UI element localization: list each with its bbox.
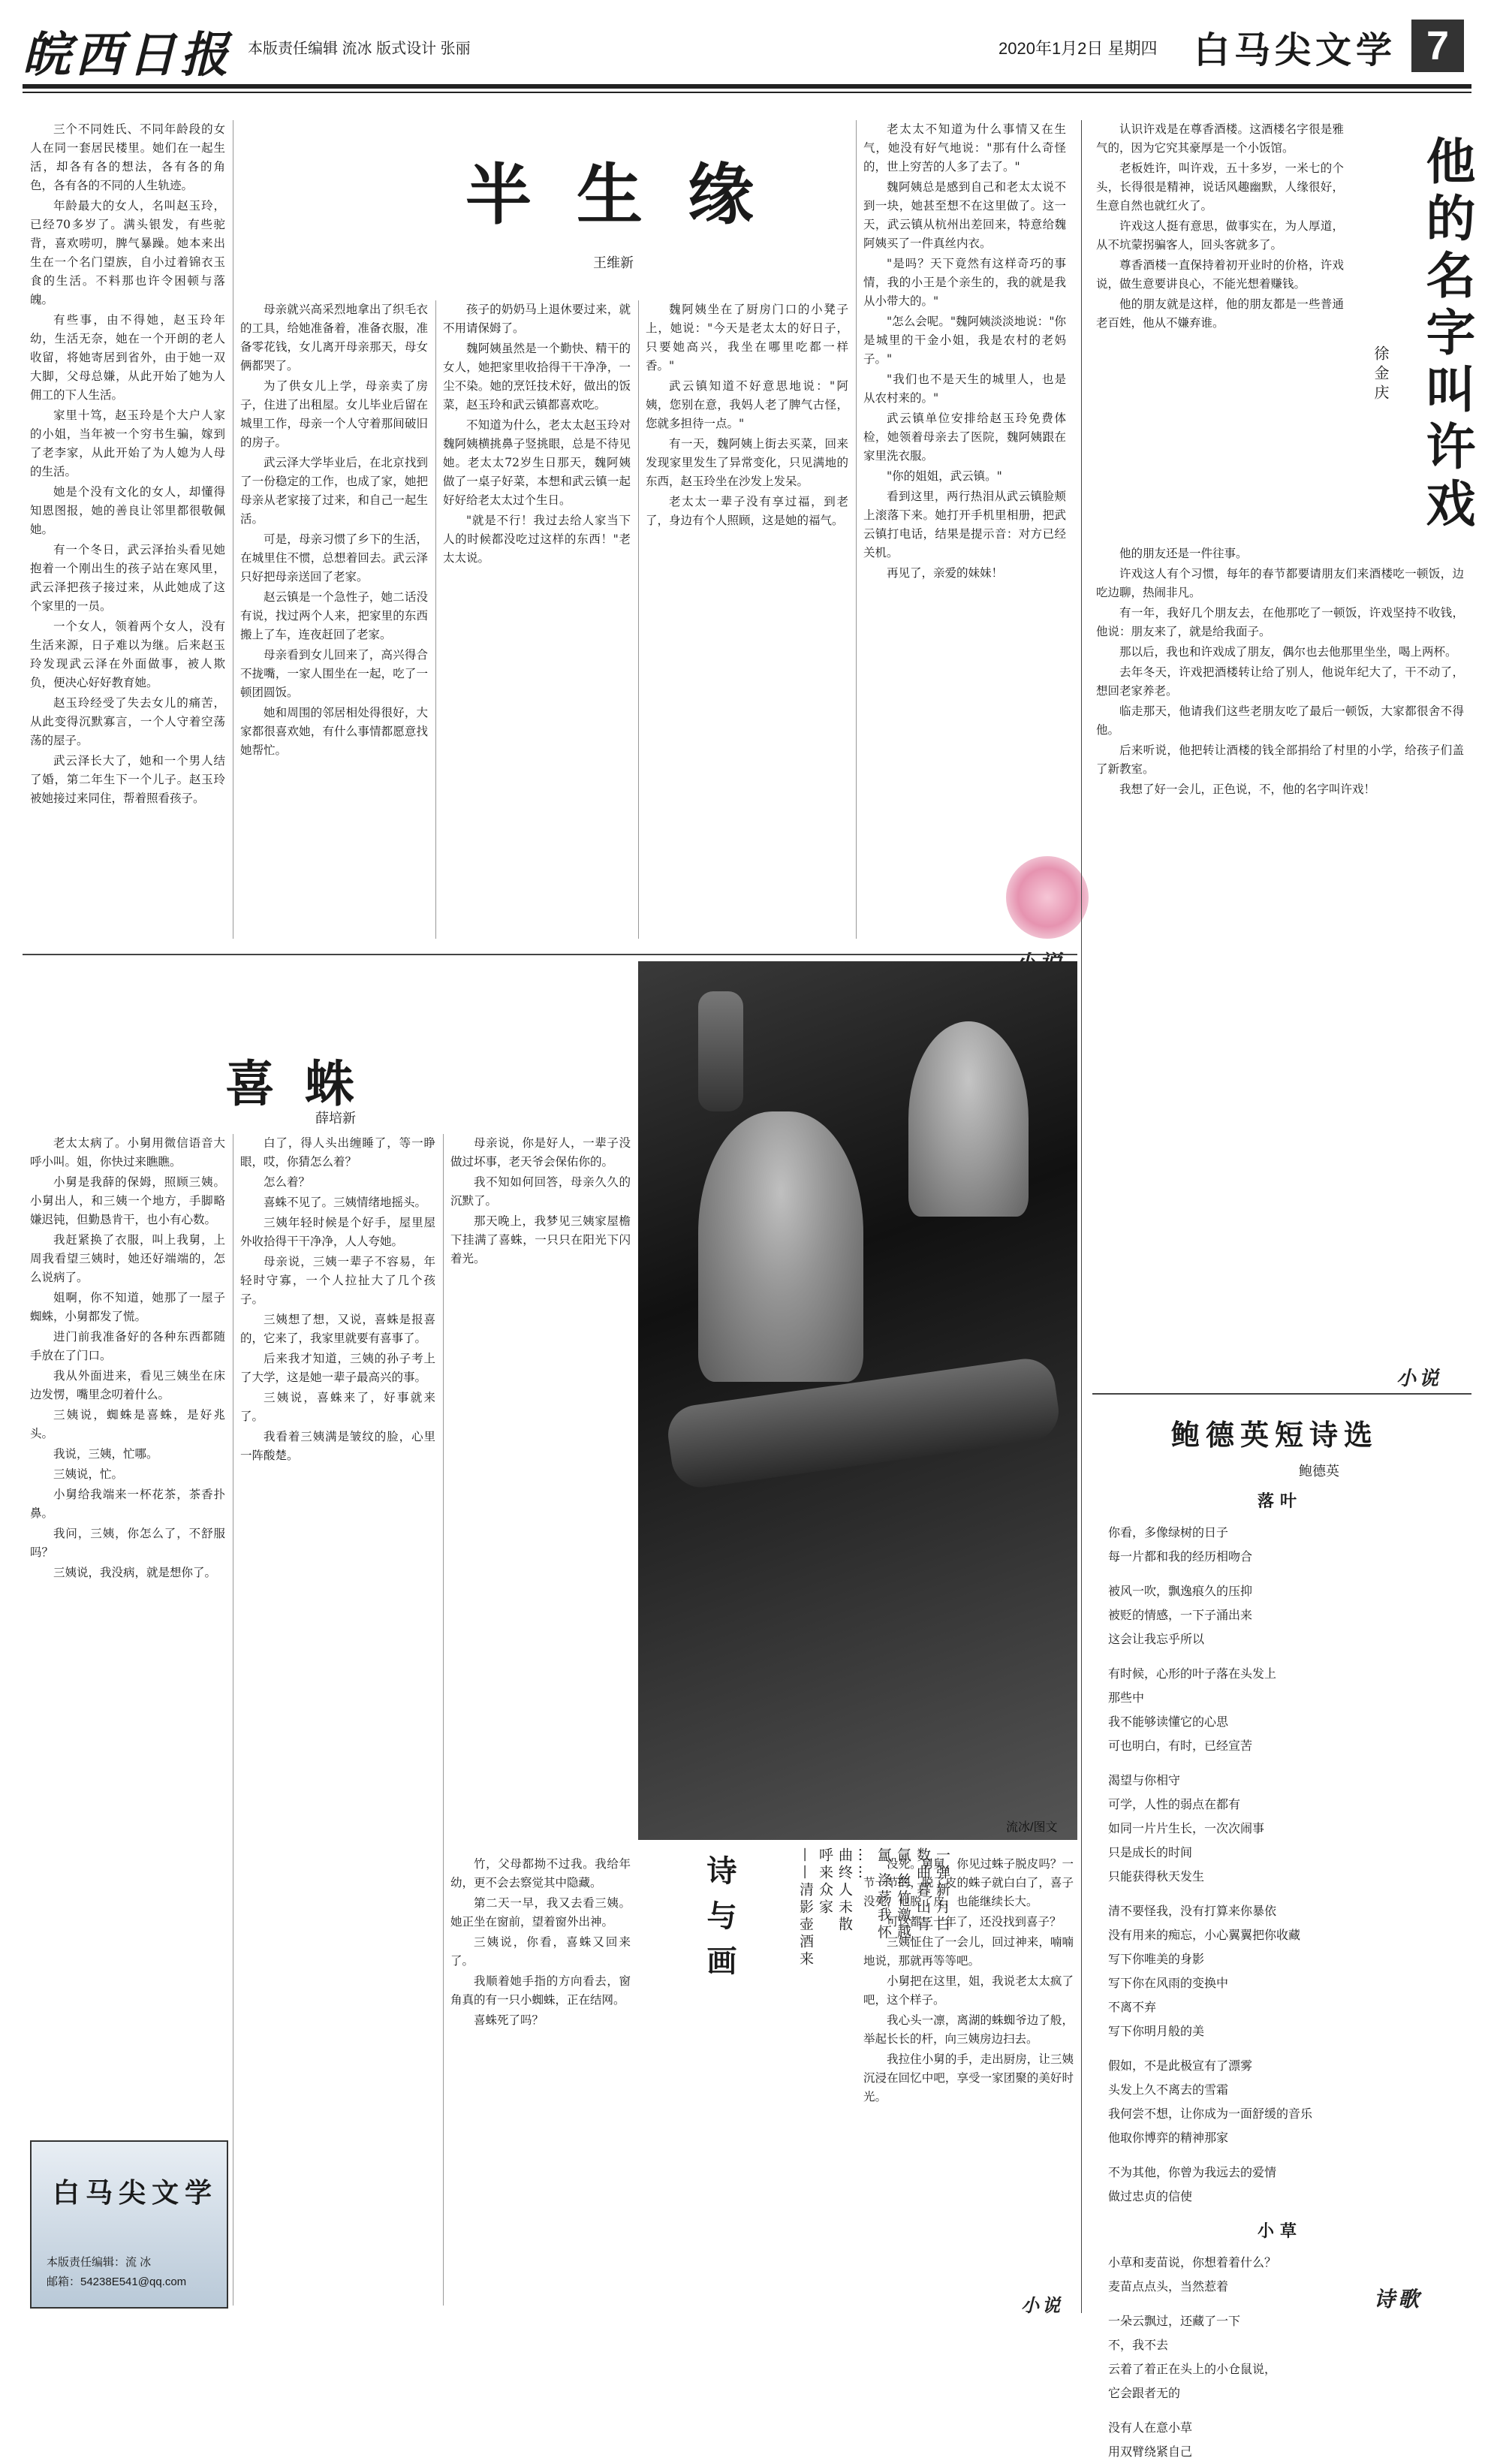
poem-line: 头发上久不离去的雪霜 — [1108, 2082, 1229, 2097]
paragraph: 武云泽长大了，她和一个男人结了婚，第二年生下一个儿子。赵玉玲被她接过来同住，帮着照看孩子。 — [30, 754, 225, 805]
paragraph: 三姨想了想，又说，喜蛛是报喜的，它来了，我家里就要有喜事了。 — [240, 1313, 435, 1345]
poem-line: 数曲暮山青 — [914, 1847, 931, 1934]
paragraph: 有一天，魏阿姨上街去买菜，回来发现家里发生了异常变化，只见满地的东西，赵玉玲坐在沙发上发呆。 — [646, 437, 848, 488]
paragraph: 姐啊，你不知道，她那了一屋子蜘蛛，小舅都发了慌。 — [30, 1291, 225, 1323]
poem-line: 做过忠贞的信使 — [1108, 2189, 1193, 2203]
poem-line: 只能获得秋天发生 — [1108, 1869, 1205, 1883]
paragraph: 她是个没有文化的女人，却懂得知恩图报，她的善良让邻里都很敬佩她。 — [30, 485, 225, 536]
poem-line: 这会让我忘乎所以 — [1108, 1632, 1205, 1646]
paragraph: 母亲就兴高采烈地拿出了织毛衣的工具，给她准备着，准备衣服，准备零花钱，女儿离开母亲那天，母女俩都哭了。 — [240, 303, 428, 372]
poem-line: 写下你明月般的美 — [1108, 2024, 1205, 2038]
paragraph: "是吗？天下竟然有这样奇巧的事情，我的小王是个亲生的，我的就是我从小带大的。" — [863, 257, 1066, 308]
tamingzi-column-1 — [1096, 120, 1344, 541]
banshengyuan-column-2 — [240, 300, 428, 939]
poem-line: 清不要怪我，没有打算来你暴依 — [1108, 1904, 1277, 1918]
paragraph: 一个女人，领着两个女人，没有生活来源，日子难以为继。后来赵玉玲发现武云泽在外面做事，被人欺负，便决心好好教育她。 — [30, 620, 225, 689]
paragraph: 有一年，我好几个朋友去，在他那吃了一顿饭，许戏坚持不收钱，他说：朋友来了，就是给我面子。 — [1096, 606, 1464, 638]
paragraph: 我赶紧换了衣服，叫上我舅，上周我看望三姨时，她还好端端的，怎么说病了。 — [30, 1233, 225, 1284]
paragraph: 为了供女儿上学，母亲卖了房子，住进了出租屋。女儿毕业后留在城里工作，母亲一个人守着那间破旧的房子。 — [240, 379, 428, 449]
paragraph: "就是不行！我过去给人家当下人的时候都没吃过这样的东西！"老太太说。 — [443, 514, 631, 565]
paragraph: 母亲说，三姨一辈子不容易，年轻时守寡，一个人拉扯大了几个孩子。 — [240, 1255, 435, 1306]
stanza — [1104, 2161, 1456, 2209]
paragraph: 三姨说，忙。 — [53, 1467, 124, 1481]
poem-line: 氲 涤荡我怀 — [875, 1847, 892, 1942]
paragraph: 小舅给我端来一杯花茶，茶香扑鼻。 — [30, 1488, 225, 1520]
poem-line: 一弹新月白 — [934, 1847, 950, 1934]
banshengyuan-author: 王维新 — [593, 255, 634, 271]
paragraph: 我心头一凛，离湖的蛛蜘爷边了般，举起长长的杆，向三姨房边扫去。 — [863, 2013, 1074, 2046]
paragraph: 看到这里，两行热泪从武云镇脸颊上滚落下来。她打开手机里相册，把武云镇打电话，结果是提示音：对方已经关机。 — [863, 490, 1066, 559]
figure-shape — [698, 1111, 863, 1382]
poem-line: 小草和麦苗说，你想着着什么？ — [1108, 2255, 1277, 2269]
paragraph: "你的姐姐，武云镇。" — [887, 469, 1002, 483]
paragraph: 白了，得人头出缠睡了，等一睁眼，哎，你猜怎么着？ — [240, 1136, 435, 1169]
tamingzi-title: 他的名字叫许戏 — [1417, 135, 1476, 535]
paragraph: 进门前我准备好的各种东西都随手放在了门口。 — [30, 1330, 225, 1362]
guzheng-player-photo — [638, 961, 1077, 1840]
paragraph: 喜蛛死了吗？ — [474, 2013, 544, 2027]
paragraph: 不知道为什么，老太太赵玉玲对魏阿姨横挑鼻子竖挑眼，总是不待见她。老太太72岁生日那天，魏阿姨做了一桌子好菜，本想和武云镇一起好好给老太太过个生日。 — [443, 418, 631, 507]
xizhu-title: 喜蛛 — [225, 1054, 384, 1113]
banshengyuan-title: 半生缘 — [465, 155, 800, 234]
banshengyuan-column-3 — [443, 300, 631, 939]
paragraph: 他的朋友就是这样，他的朋友都是一些普通老百姓，他从不嫌弃谁。 — [1096, 297, 1344, 330]
banshengyuan-column-5 — [863, 120, 1066, 901]
paragraph: 年龄最大的女人，名叫赵玉玲，已经70多岁了。满头银发，有些驼背，喜欢唠叨，脾气暴躁。她本来出生在一个名门望族，自小过着锦衣玉食的生活。不料那也许令困顿与落魄。 — [30, 199, 225, 306]
poem-line: 假如，不是此极宣有了漂雾 — [1108, 2058, 1253, 2073]
poem-line: 写下你在风雨的变换中 — [1108, 1976, 1229, 1990]
paragraph: 竹，父母都拗不过我。我给年幼，更不会去察觉其中隐藏。 — [450, 1857, 631, 1889]
paragraph: 魏阿姨总是感到自己和老太太说不到一块，她甚至想不在这里做了。这一天，武云镇从杭州出差回来，特意给魏阿姨买了一件真丝内衣。 — [863, 180, 1066, 250]
newspaper-logo: 皖西日报 — [23, 27, 233, 83]
photo-credit: 流冰/图文 — [1006, 1821, 1058, 1834]
tamingzi-column-2 — [1096, 544, 1464, 1295]
paragraph: 后来听说，他把转让酒楼的钱全部捐给了村里的小学，给孩子们盖了新教室。 — [1096, 743, 1464, 776]
poem-line: 被贬的情感，一下子涌出来 — [1108, 1608, 1253, 1622]
poem-line: 用双臂绕紧自己 — [1108, 2444, 1193, 2459]
paragraph: 老太太不知道为什么事情又在生气，她没有好气地说："那有什么奇怪的，世上穷苦的人多了去了。" — [863, 122, 1066, 173]
paragraph: 没死。舅舅，你见过蛛子脱皮吗？一节一节的，脱了皮的蛛子就白白了，喜子没死，他脱了皮，也能继续长大。 — [863, 1857, 1074, 1908]
flower-illustration — [1006, 856, 1089, 939]
paragraph: 我顺着她手指的方向看去，窗角真的有一只小蜘蛛，正在结网。 — [450, 1974, 631, 2007]
paragraph: 魏阿姨虽然是一个勤快、精干的女人，她把家里收拾得干干净净，一尘不染。她的烹饪技术好，做出的饭菜，赵玉玲和武云镇都喜欢吃。 — [443, 342, 631, 412]
paragraph: 我不知如何回答，母亲久久的沉默了。 — [450, 1175, 631, 1208]
poem-line: 一朵云飘过，还藏了一下 — [1108, 2314, 1241, 2328]
poem-line: ——清影壶酒来 — [797, 1847, 814, 1968]
column-divider — [1081, 120, 1082, 2313]
paragraph: 武云镇知道不好意思地说："阿姨，您别在意，我妈人老了脾气古怪，您就多担待一点。" — [646, 379, 848, 430]
stanza — [1104, 2416, 1456, 2464]
poem-line: 渴望与你相守 — [1108, 1773, 1181, 1787]
poem-line: 可也明白，有时，已经宣苦 — [1108, 1739, 1253, 1753]
paragraph: 我问，三姨，你怎么了，不舒服吗？ — [30, 1527, 225, 1559]
poetry-section-title: 鲍德英短诗选 — [1171, 1418, 1379, 1452]
column-divider — [443, 1134, 444, 2306]
poem-line: 只是成长的时间 — [1108, 1845, 1193, 1859]
paragraph: "怎么会呢。"魏阿姨淡淡地说："你是城里的干金小姐，我是农村的老妈子。" — [863, 315, 1066, 366]
paragraph: 我从外面进来，看见三姨坐在床边发愣，嘴里念叨着什么。 — [30, 1369, 225, 1401]
poem-line: 没有用来的痴忘，小心翼翼把你收藏 — [1108, 1928, 1301, 1942]
ad-email: 邮箱：54238E541@qq.com — [47, 2276, 187, 2288]
ad-title: 白马尖文学 — [53, 2177, 218, 2209]
paragraph: 三姨说，我没病，就是想你了。 — [53, 1566, 217, 1579]
poem-line: 写下你唯美的身影 — [1108, 1952, 1205, 1966]
poem-line: 麦苗点点头，当然惹着 — [1108, 2279, 1229, 2294]
paragraph: 赵玉玲经受了失去女儿的痛苦，从此变得沉默寡言，一个人守着空荡荡的屋子。 — [30, 696, 225, 747]
paragraph: 武云镇单位安排给赵玉玲免费体检，她领着母亲去了医院，魏阿姨跟在家里洗衣服。 — [863, 412, 1066, 463]
poem-line: 被风一吹，飘逸痕久的压抑 — [1108, 1584, 1253, 1598]
paragraph: 许戏这人有个习惯，每年的春节都要请朋友们来酒楼吃一顿饭，边吃边聊，热闹非凡。 — [1096, 567, 1464, 599]
paragraph: 去年冬天，许戏把酒楼转让给了别人，他说年纪大了，干不动了，想回老家养老。 — [1096, 665, 1464, 698]
paragraph: 三姨怔住了一会儿，回过神来，喃喃地说，那就再等等吧。 — [863, 1935, 1074, 1968]
paragraph: 三姨说，喜蛛来了，好事就来了。 — [240, 1391, 435, 1423]
xizhu-column-1 — [30, 1134, 225, 2125]
paragraph: 怎么着？ — [264, 1175, 311, 1189]
paragraph: 三姨说，蜘蛛是喜蛛，是好兆头。 — [30, 1408, 225, 1440]
xizhu-column-4 — [863, 1855, 1074, 2306]
stanza — [1104, 2309, 1456, 2405]
poem-line: 它会跟者无的 — [1108, 2386, 1181, 2400]
genre-tag-xiaoshuo: 小说 — [1396, 1368, 1442, 1390]
stanza — [1104, 1521, 1456, 1569]
issue-date: 2020年1月2日 星期四 — [999, 39, 1158, 58]
poem-line: 那些中 — [1108, 1690, 1145, 1705]
poem-line: 不离不弃 — [1108, 2000, 1157, 2014]
paragraph: 后来我才知道，三姨的孙子考上了大学，这是她一辈子最高兴的事。 — [240, 1352, 435, 1384]
poem-line: 我何尝不想，让你成为一面舒缓的音乐 — [1108, 2107, 1313, 2121]
masthead — [0, 0, 1494, 120]
poem-line: 没有人在意小草 — [1108, 2420, 1193, 2435]
poem-line: 我不能够读懂它的心思 — [1108, 1715, 1229, 1729]
paragraph: 母亲说，你是好人，一辈子没做过坏事，老天爷会保佑你的。 — [450, 1136, 631, 1169]
page-editors: 本版责任编辑 流冰 版式设计 张丽 — [248, 41, 471, 57]
figure-shape — [908, 1021, 1029, 1217]
tamingzi-author: 徐金庆 — [1372, 345, 1390, 404]
xizhu-column-2 — [240, 1134, 435, 2306]
poem-line: 有时候，心形的叶子落在头发上 — [1108, 1666, 1277, 1681]
paragraph: 武云泽大学毕业后，在北京找到了一份稳定的工作，也成了家，她把母亲从老家接了过来，和自己一起生活。 — [240, 456, 428, 526]
poem-title: 小草 — [1257, 2221, 1303, 2241]
paragraph: 我拉住小舅的手，走出厨房，让三姨沉浸在回忆中吧，享受一家团聚的美好时光。 — [863, 2052, 1074, 2104]
stanza — [1104, 1769, 1456, 1889]
paragraph: 三姨说，你看，喜蛛又回来了。 — [450, 1935, 631, 1968]
paragraph: 孩子的奶奶马上退休要过来，就不用请保姆了。 — [443, 303, 631, 335]
paragraph: 可是，母亲习惯了乡下的生活，在城里住不惯，总想着回去。武云泽只好把母亲送回了老家。 — [240, 532, 428, 584]
paragraph: 三姨年轻时候是个好手，屋里屋外收拾得干干净净，人人夸她。 — [240, 1216, 435, 1248]
paragraph: 尊香酒楼一直保持着初开业时的价格，许戏说，做生意要讲良心，不能光想着赚钱。 — [1096, 258, 1344, 291]
paragraph: "我们也不是天生的城里人，也是从农村来的。" — [863, 372, 1066, 405]
paragraph: 老太太病了。小舅用微信语音大呼小叫。姐，你快过来瞧瞧。 — [30, 1136, 225, 1169]
banshengyuan-column-4 — [646, 300, 848, 939]
section-divider — [23, 954, 1077, 955]
lamp-shape — [698, 991, 743, 1111]
paragraph: 那以后，我也和许戏成了朋友，偶尔也去他那里坐坐，喝上两杯。 — [1119, 645, 1457, 659]
poetry-body — [1104, 1483, 1456, 2459]
poem-line: 如同一片片生长，一次次闹事 — [1108, 1821, 1265, 1835]
masthead-rule — [23, 84, 1471, 89]
xizhu-column-3b — [450, 1855, 631, 2306]
paragraph: 我想了好一会儿，正色说，不，他的名字叫许戏！ — [1119, 783, 1376, 796]
poem-line: 不，我不去 — [1108, 2338, 1169, 2352]
section-title: 白马尖文学 — [1194, 29, 1397, 71]
paragraph: 第二天一早，我又去看三姨。她正坐在窗前，望着窗外出神。 — [450, 1896, 631, 1929]
poem-line: 不为其他，你曾为我远去的爱情 — [1108, 2165, 1277, 2179]
poem-line: 每一片都和我的经历相吻合 — [1108, 1549, 1253, 1564]
paragraph: 小舅把在这里，姐，我说老太太疯了吧，这个样子。 — [863, 1974, 1074, 2007]
stanza — [1104, 2054, 1456, 2150]
poem-line: …… — [856, 1847, 872, 1882]
paragraph: 赵云镇是一个急性子，她二话没有说，找过两个人来，把家里的东西搬上了车，连夜赶回了老家。 — [240, 590, 428, 641]
paragraph: 老太太一辈子没有享过福，到老了，身边有个人照顾，这是她的福气。 — [646, 495, 848, 527]
paragraph: 认识许戏是在尊香酒楼。这酒楼名字很是雅气的，因为它究其豪厚是一个小饭馆。 — [1096, 122, 1344, 155]
paragraph: 三个不同姓氏、不同年龄段的女人在同一套居民楼里。她们在一起生活，却各有各的想法，各有各的角色，各有各的不同的人生轨迹。 — [30, 122, 225, 192]
paragraph: 那天晚上，我梦见三姨家屋檐下挂满了喜蛛，一只只在阳光下闪着光。 — [450, 1214, 631, 1265]
paragraph: 我看着三姨满是皱纹的脸，心里一阵酸楚。 — [240, 1430, 435, 1462]
column-divider — [435, 300, 436, 939]
paragraph: 他的朋友还是一件往事。 — [1119, 547, 1248, 560]
poem-line: 可学，人性的弱点在都有 — [1108, 1797, 1241, 1811]
paragraph: 母亲看到女儿回来了，高兴得合不拢嘴，一家人围坐在一起，吃了一顿团圆饭。 — [240, 648, 428, 699]
shuhua-title: 诗与画 — [702, 1855, 737, 1990]
column-divider — [638, 300, 639, 939]
genre-tag-xiaoshuo: 小说 — [1021, 2294, 1063, 2316]
paragraph: 有些事，由不得她，赵玉玲年幼，生活无奈，她在一个开朗的老人收留，将她寄居到省外，由于她一双大脚，父母总嫌，从此开始了她为人佣工的下人生活。 — [30, 313, 225, 402]
poem-line: 呼来众家 — [817, 1847, 833, 1917]
stanza — [1104, 1579, 1456, 1651]
paragraph: 小舅是我薛的保姆，照顾三姨。小舅出人，和三姨一个地方，手脚略嫌迟钝，但勤恳肯干，也小有心数。 — [30, 1175, 225, 1226]
paragraph: 老板姓许，叫许戏，五十多岁，一米七的个头，长得很是精神，说话风趣幽默，人缘很好，生意自然也就红火了。 — [1096, 161, 1344, 213]
paragraph: 有一个冬日，武云泽抬头看见她抱着一个刚出生的孩子站在寒风里，武云泽把孩子接过来，从此她成了这个家里的一员。 — [30, 543, 225, 613]
paragraph: 魏阿姨坐在了厨房门口的小凳子上，她说："今天是老太太的好日子，只要她高兴，我坐在哪里吃都一样香。" — [646, 303, 848, 372]
paragraph: 再见了，亲爱的妹妹！ — [887, 566, 1004, 580]
paragraph: 可这都三十年了，还没找到喜子？ — [887, 1915, 1062, 1929]
xizhu-author: 薛培新 — [315, 1111, 356, 1126]
paragraph: 我说，三姨，忙哪。 — [53, 1447, 158, 1461]
poem-line: 云着了着正在头上的小仓鼠说， — [1108, 2362, 1277, 2376]
poetry-author: 鲍德英 — [1299, 1464, 1339, 1479]
poem-line: 氤 丝竹激越 — [895, 1847, 911, 1942]
column-divider — [856, 120, 857, 939]
genre-tag-shige: 诗歌 — [1374, 2287, 1423, 2312]
paragraph: 家里十笃，赵玉玲是个大户人家的小姐，当年被一个穷书生骗，嫁到了老李家，从此开始了为人媳为人母的生活。 — [30, 409, 225, 478]
page-number: 7 — [1411, 20, 1464, 72]
ad-editor: 本版责任编辑：流 冰 — [47, 2256, 152, 2269]
stanza — [1104, 1662, 1456, 1758]
paragraph: 她和周围的邻居相处得很好，大家都很喜欢她，有什么事情都愿意找她帮忙。 — [240, 706, 428, 757]
paragraph: 许戏这人挺有意思，做事实在，为人厚道，从不坑蒙拐骗客人，回头客就多了。 — [1096, 219, 1344, 252]
paragraph: 临走那天，他请我们这些老朋友吃了最后一顿饭，大家都很舍不得他。 — [1096, 704, 1464, 737]
poem-line: 他取你博弈的精神那家 — [1108, 2131, 1229, 2145]
paragraph: 喜蛛不见了。三姨情绪地摇头。 — [264, 1196, 427, 1209]
banshengyuan-column-1 — [30, 120, 225, 939]
masthead-rule-thin — [23, 92, 1471, 93]
poem-line: 你看，多像绿树的日子 — [1108, 1525, 1229, 1540]
poem-title: 落叶 — [1257, 1491, 1303, 1511]
section-divider — [1092, 1393, 1471, 1395]
stanza — [1104, 1899, 1456, 2043]
section-info-box — [30, 2140, 228, 2309]
poem-line: 曲终人未散 — [836, 1847, 853, 1934]
